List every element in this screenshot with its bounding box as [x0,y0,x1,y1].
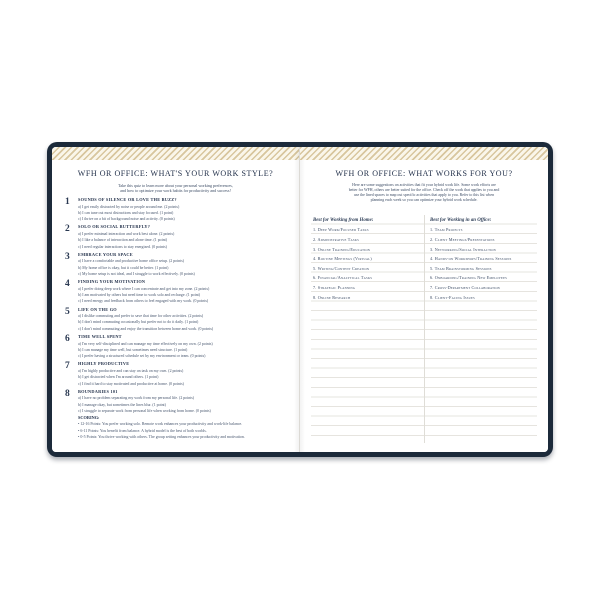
stripe-band-left [52,147,299,160]
right-page-intro [313,183,535,203]
question-option: b) I like a balance of interaction and alone time. (1 point) [78,238,168,243]
question-option: b) I can tune out most distractions and stay focused. (1 point) [78,210,174,215]
question-option: a) I get easily distracted by noise or people around me. (2 points) [78,204,180,209]
question-number: 5 [65,306,70,317]
right-page [300,147,548,452]
office-list-item: 8. Client-Facing Issues [430,294,475,300]
quiz-question-6 [65,334,290,361]
quiz-question-list [65,197,290,416]
planner-notebook-cover [47,142,553,457]
column-header-home: Best for Working from Home: [313,218,374,223]
column-header-office: Best for Working in an Office: [430,218,492,223]
question-number: 4 [65,279,70,290]
quiz-question-7 [65,361,290,388]
quiz-question-3 [65,252,290,279]
question-option: a) I prefer minimal interaction and work best alone. (2 points) [78,231,175,236]
intro-line: use the lined spaces to map out specific activities that apply to you. Refer to this list when [353,192,495,197]
scoring-line: • 12-16 Points: You prefer working solo. Remote work enhances your productivity and work-life balance. [78,422,243,427]
open-page-spread [52,147,548,452]
question-option: b) I get distracted when I'm around others. (1 point) [78,375,159,380]
quiz-question-4 [65,279,290,306]
question-option: c) I struggle to separate work from personal life when working from home. (0 points) [78,408,211,413]
question-option: c) I find it hard to stay motivated and productive at home. (0 points) [78,381,184,386]
question-option: b) I don't mind commuting occasionally but prefer not to do it daily. (1 point) [78,320,199,325]
column-working-in-office [424,215,537,443]
left-page-title: WFH OR OFFICE: WHAT'S YOUR WORK STYLE? [77,169,274,178]
intro-line: better for WFH, others are better suited for the office. Check off the work that applies to you and [348,187,500,192]
office-list-item: 7. Cross-Department Collaboration [430,284,501,290]
question-title: SOUNDS OF SILENCE OR LOVE THE BUZZ? [78,197,177,202]
left-page-subtitle [62,184,289,194]
quiz-question-8 [65,389,290,416]
question-option: a) I'm highly productive and can stay on task on my own. (2 points) [78,368,184,373]
quiz-question-2 [65,224,290,251]
scoring-line: • 0-5 Points: You thrive working with others. The group setting enhances your productivity and motivation. [78,435,245,439]
home-list-item: 8. Online Research [313,294,351,300]
home-list-item: 6. Financial/Analytical Tasks [313,275,373,281]
question-option: c) My home setup is not ideal, and I struggle to work effectively. (0 points) [78,271,195,276]
question-title: BOUNDARIES 101 [78,388,118,394]
office-list-item: 1. Team Projects [430,227,463,233]
subtitle-line: Take this quiz to learn more about your personal working preferences, [118,183,233,188]
intro-line: planning each week so you can optimize your hybrid work schedule. [370,197,478,202]
office-list-item: 2. Client Meetings/Presentations [430,236,495,242]
question-option: c) I need regular interactions to stay energized. (0 points) [78,244,167,249]
scoring-line: • 6-11 Points: You benefit from balance. A hybrid model is the best of both worlds. [78,428,207,433]
question-number: 7 [65,361,70,372]
question-option: a) I have no problem separating my work from my personal life. (2 points) [78,396,195,401]
question-title: LIFE ON THE GO [78,306,117,312]
question-title: HIGHLY PRODUCTIVE [78,361,130,367]
question-option: a) I prefer doing deep work where I can concentrate and get into my zone. (2 points) [78,286,210,291]
question-option: a) I have a comfortable and productive home office setup. (2 points) [78,259,185,264]
stripe-band-right [300,147,548,160]
office-list-item: 5. Team Brainstorming Sessions [430,265,492,271]
question-number: 8 [65,388,70,399]
home-list-item: 3. Online Training/Education [313,246,371,252]
question-number: 2 [65,224,70,235]
question-option: c) I need energy and feedback from others to feel engaged with my work. (0 points) [78,299,209,304]
home-list-item: 5. Writing/Content Creation [313,265,370,271]
ruled-lines-area [311,215,537,443]
right-page-title: WFH OR OFFICE: WHAT WORKS FOR YOU? [335,169,513,178]
scoring-section [78,415,290,440]
home-list-item: 7. Strategic Planning [313,284,356,290]
question-number: 6 [65,333,70,344]
question-title: FINDING YOUR MOTIVATION [78,279,146,285]
question-option: c) I thrive on a bit of background noise and activity. (0 points) [78,217,175,222]
quiz-question-1 [65,197,290,224]
question-option: b) I can manage my time well, but sometimes need structure. (1 point) [78,347,188,352]
question-option: a) I dislike commuting and prefer to save that time for other activities. (2 points) [78,314,204,319]
question-title: SOLO OR SOCIAL BUTTERFLY? [78,224,151,230]
question-number: 3 [65,251,70,262]
question-option: c) I don't mind commuting and enjoy the transition between home and work. (0 points) [78,326,214,331]
home-list-item: 2. Administrative Tasks [313,236,359,242]
office-list-item: 4. Hands-on Workshops/Training Sessions [430,256,512,262]
question-option: b) My home office is okay, but it could be better. (1 point) [78,265,169,270]
office-list-item: 6. Onboarding/Training New Employees [430,275,507,281]
column-divider [424,215,425,443]
question-option: b) I am motivated by others but need time to work solo and recharge. (1 point) [78,293,201,298]
quiz-question-5 [65,307,290,334]
question-number: 1 [65,197,70,207]
question-title: TIME WELL SPENT [78,333,122,339]
intro-line: Here are some suggestions on activities that fit your hybrid work life. Some work efforts are [352,183,496,187]
subtitle-line: and how to optimize your work habits for productivity and success! [120,187,231,193]
question-option: a) I'm very self-disciplined and can manage my time effectively on my own. (2 points) [78,341,213,346]
home-list-item: 1. Deep Work/Focused Tasks [313,227,369,233]
question-option: b) I manage okay, but sometimes the lines blur. (1 point) [78,402,166,407]
office-list-item: 3. Networking/Social Interaction [430,246,497,252]
home-list-item: 4. Routine Meetings (Virtual) [313,256,372,262]
question-title: EMBRACE YOUR SPACE [78,251,133,257]
scoring-title: SCORING: [78,415,100,420]
column-working-from-home [311,215,424,443]
left-page [52,147,300,452]
question-option: c) I prefer having a structured schedule set by my environment or team. (0 points) [78,354,206,359]
